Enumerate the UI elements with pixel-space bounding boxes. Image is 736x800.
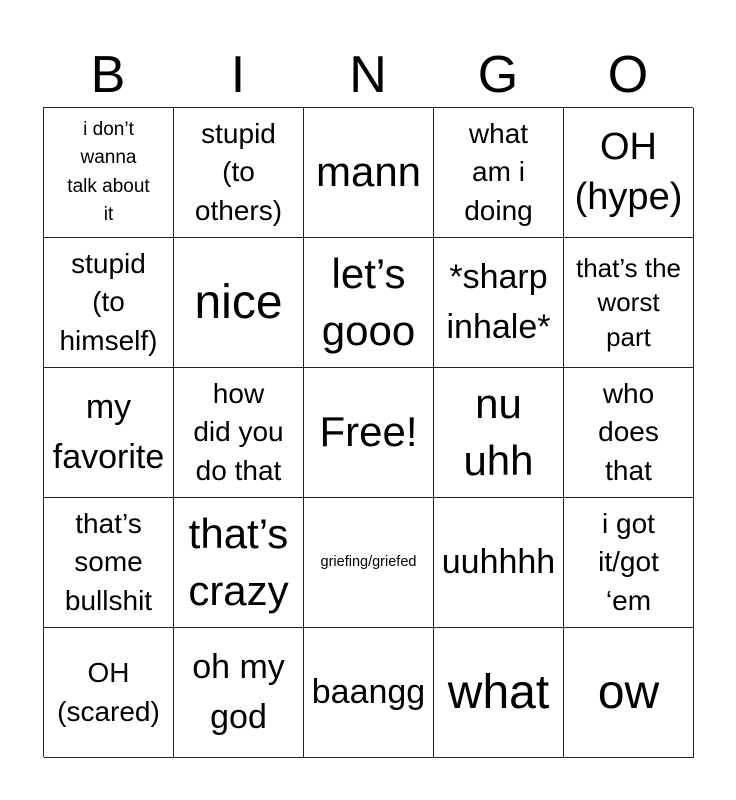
cell-text: that’s some bullshit	[64, 507, 153, 616]
bingo-cell-r3c1[interactable]	[44, 368, 174, 498]
bingo-cell-r5c1[interactable]	[44, 628, 174, 758]
cell-text: nice	[194, 275, 283, 329]
cell-text: what	[447, 665, 550, 719]
bingo-cell-r5c4[interactable]	[434, 628, 564, 758]
cell-text: how did you do that	[193, 377, 284, 486]
cell-text: stupid (to others)	[194, 117, 283, 226]
cell-text: griefing/griefed	[320, 554, 417, 571]
bingo-board	[43, 107, 693, 757]
cell-text: nu uhh	[463, 379, 534, 484]
cell-text: ow	[597, 665, 660, 719]
header-letter-o: O	[607, 46, 649, 104]
bingo-cell-r4c2[interactable]	[174, 498, 304, 628]
cell-text: baangg	[311, 672, 426, 711]
cell-text: that’s crazy	[188, 509, 289, 614]
bingo-header	[43, 43, 693, 107]
bingo-cell-r5c5[interactable]	[564, 628, 694, 758]
cell-text: that’s the worst part	[575, 253, 682, 352]
cell-text: OH (hype)	[574, 126, 683, 218]
cell-text: *sharp inhale*	[446, 258, 551, 346]
header-letter-b: B	[90, 46, 126, 104]
cell-text: mann	[315, 148, 422, 196]
bingo-cell-r4c3[interactable]	[304, 498, 434, 628]
bingo-cell-r2c3[interactable]	[304, 238, 434, 368]
bingo-cell-r5c3[interactable]	[304, 628, 434, 758]
cell-text: uuhhhh	[441, 542, 556, 581]
bingo-cell-r1c2[interactable]	[174, 108, 304, 238]
cell-text: what am i doing	[464, 117, 533, 226]
bingo-cell-r1c3[interactable]	[304, 108, 434, 238]
cell-text: who does that	[598, 377, 659, 486]
bingo-cell-r1c1[interactable]	[44, 108, 174, 238]
cell-text: OH (scared)	[57, 656, 160, 727]
cell-text: oh my god	[192, 648, 285, 736]
cell-text: i don’t wanna talk about it	[67, 118, 150, 225]
header-letter-n: N	[349, 46, 387, 104]
bingo-cell-r3c4[interactable]	[434, 368, 564, 498]
header-letter-g: G	[477, 46, 519, 104]
bingo-cell-r2c2[interactable]	[174, 238, 304, 368]
header-letter-i: I	[230, 46, 246, 104]
bingo-cell-r2c4[interactable]	[434, 238, 564, 368]
bingo-cell-r2c5[interactable]	[564, 238, 694, 368]
cell-text: i got it/got ‘em	[598, 507, 659, 616]
bingo-cell-r2c1[interactable]	[44, 238, 174, 368]
cell-text: my favorite	[52, 388, 165, 476]
bingo-cell-r3c3[interactable]	[304, 368, 434, 498]
bingo-cell-r3c5[interactable]	[564, 368, 694, 498]
bingo-cell-r1c5[interactable]	[564, 108, 694, 238]
bingo-cell-r3c2[interactable]	[174, 368, 304, 498]
bingo-cell-r5c2[interactable]	[174, 628, 304, 758]
bingo-cell-r4c1[interactable]	[44, 498, 174, 628]
cell-text: Free!	[319, 408, 418, 456]
cell-text: stupid (to himself)	[59, 247, 158, 356]
bingo-cell-r4c4[interactable]	[434, 498, 564, 628]
bingo-cell-r1c4[interactable]	[434, 108, 564, 238]
cell-text: let’s gooo	[321, 249, 416, 354]
bingo-cell-r4c5[interactable]	[564, 498, 694, 628]
